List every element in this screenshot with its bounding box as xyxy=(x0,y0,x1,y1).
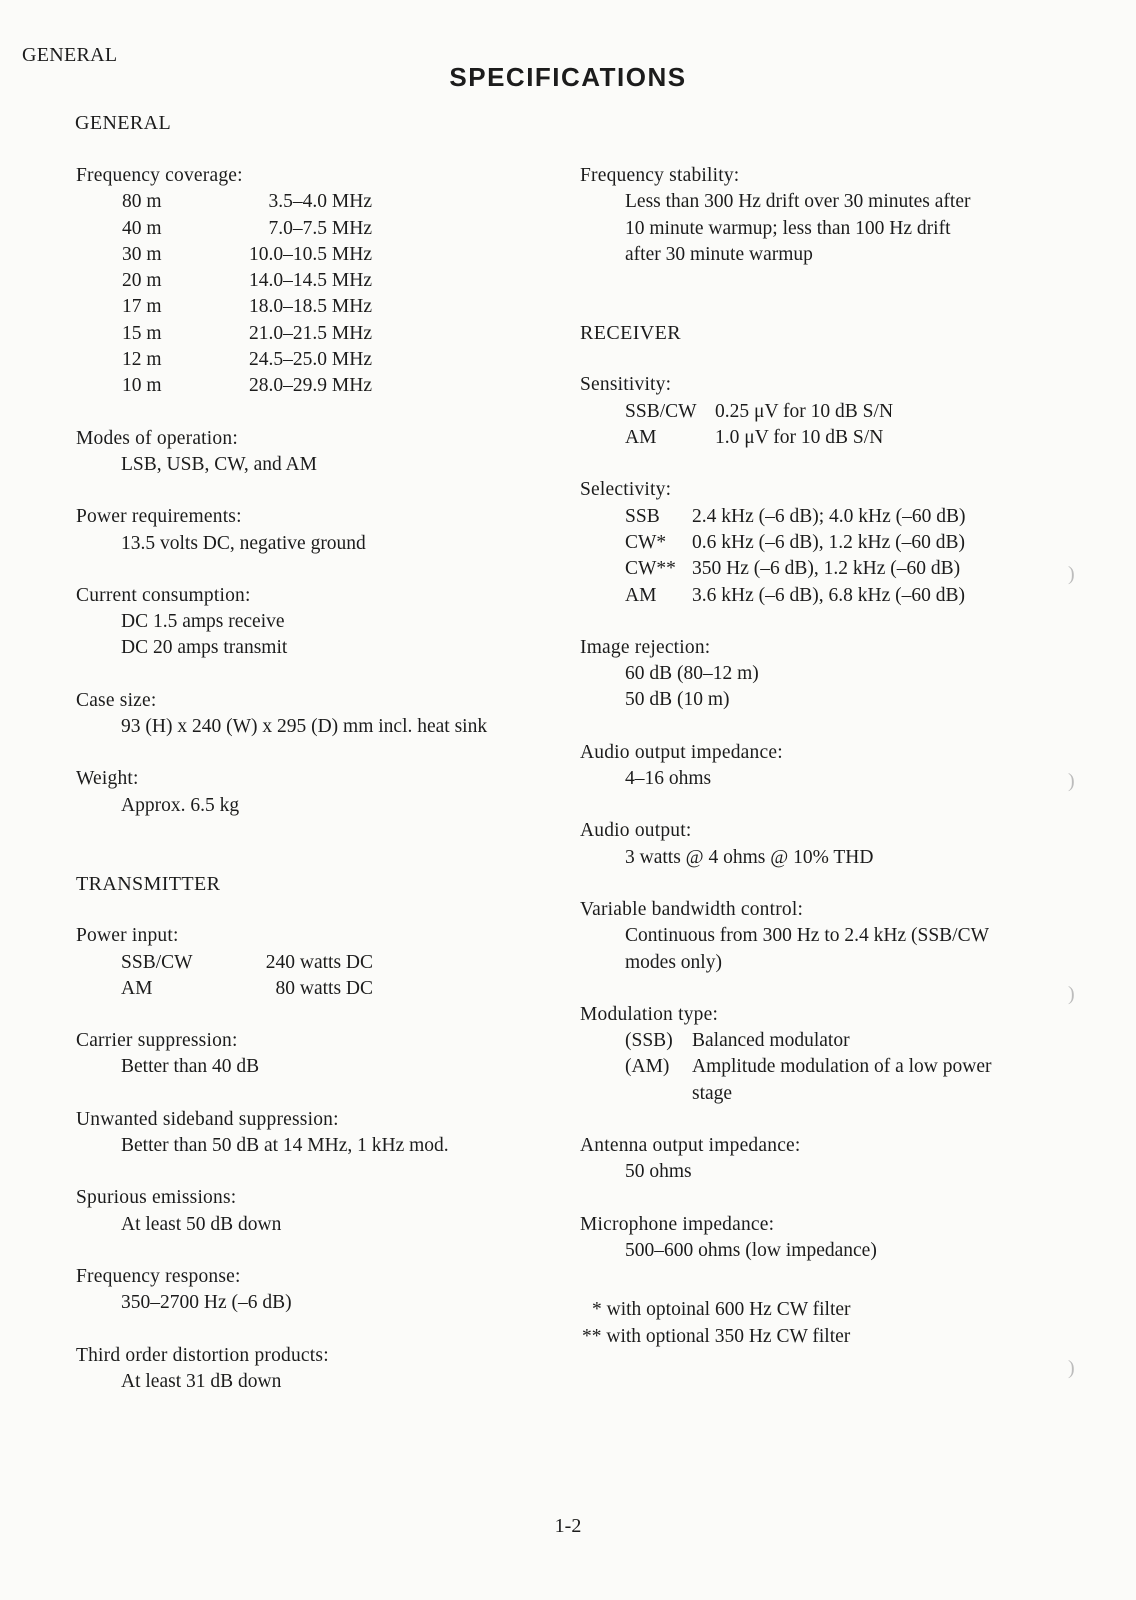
frequency-coverage-table xyxy=(122,189,372,399)
audio-output-label: Audio output: xyxy=(580,820,692,842)
carrier-suppression-value: Better than 40 dB xyxy=(121,1056,260,1078)
frequency-response-label: Frequency response: xyxy=(76,1265,241,1287)
selectivity-table xyxy=(625,504,966,609)
selectivity-mode: AM xyxy=(625,584,657,606)
audio-impedance-value: 4–16 ohms xyxy=(625,768,712,790)
frequency-band-row xyxy=(122,242,372,268)
antenna-impedance-value: 50 ohms xyxy=(625,1161,692,1183)
frequency-band-row xyxy=(122,216,372,242)
frequency-response-value: 350–2700 Hz (–6 dB) xyxy=(121,1292,292,1314)
frequency-band-row xyxy=(122,321,372,347)
sensitivity-label: Sensitivity: xyxy=(580,374,672,396)
mic-impedance-label: Microphone impedance: xyxy=(580,1213,775,1235)
frequency-stability-line: after 30 minute warmup xyxy=(625,243,813,265)
band-range: 3.5–4.0 MHz xyxy=(268,191,372,213)
weight-label: Weight: xyxy=(76,768,139,790)
band-name: 20 m xyxy=(122,270,162,292)
power-input-value: 80 watts DC xyxy=(275,977,373,999)
modulation-row xyxy=(625,1081,992,1107)
band-name: 40 m xyxy=(122,217,162,239)
band-name: 30 m xyxy=(122,243,162,265)
general-heading: GENERAL xyxy=(75,112,172,134)
modulation-label: Modulation type: xyxy=(580,1003,719,1025)
third-order-value: At least 31 dB down xyxy=(121,1370,282,1392)
image-rejection-value: 50 dB (10 m) xyxy=(625,689,730,711)
footnotes xyxy=(580,1297,1050,1350)
weight-value: Approx. 6.5 kg xyxy=(121,794,240,816)
modes-label: Modes of operation: xyxy=(76,427,238,449)
footnote: * with optoinal 600 Hz CW filter xyxy=(592,1299,851,1321)
right-column xyxy=(580,163,1050,1350)
vbw-line: modes only) xyxy=(625,951,722,973)
modulation-row xyxy=(625,1028,992,1054)
spurious-label: Spurious emissions: xyxy=(76,1187,237,1209)
unwanted-sideband-value: Better than 50 dB at 14 MHz, 1 kHz mod. xyxy=(121,1135,449,1157)
power-input-mode: SSB/CW xyxy=(121,951,193,973)
modulation-table xyxy=(625,1028,992,1107)
audio-output-value: 3 watts @ 4 ohms @ 10% THD xyxy=(625,846,874,868)
band-range: 21.0–21.5 MHz xyxy=(249,322,372,344)
band-range: 7.0–7.5 MHz xyxy=(268,217,372,239)
current-transmit: DC 20 amps transmit xyxy=(121,637,288,659)
band-range: 28.0–29.9 MHz xyxy=(249,375,372,397)
selectivity-row xyxy=(625,556,966,582)
receiver-heading: RECEIVER xyxy=(580,322,681,345)
frequency-coverage-label: Frequency coverage: xyxy=(76,165,243,186)
band-name: 80 m xyxy=(122,191,162,213)
modulation-value: stage xyxy=(692,1082,733,1104)
frequency-band-row xyxy=(122,373,372,399)
sensitivity-mode: SSB/CW xyxy=(625,400,697,422)
sensitivity-row xyxy=(625,425,893,451)
power-input-row xyxy=(121,976,373,1002)
band-range: 18.0–18.5 MHz xyxy=(249,296,372,318)
selectivity-value: 0.6 kHz (–6 dB), 1.2 kHz (–60 dB) xyxy=(692,531,965,553)
selectivity-value: 350 Hz (–6 dB), 1.2 kHz (–60 dB) xyxy=(692,558,961,580)
frequency-stability-label: Frequency stability: xyxy=(580,165,740,186)
modulation-mode: (SSB) xyxy=(625,1030,673,1052)
carrier-suppression-label: Carrier suppression: xyxy=(76,1030,238,1052)
frequency-band-row xyxy=(122,347,372,373)
power-input-row xyxy=(121,950,373,976)
page-number: 1-2 xyxy=(554,1515,582,1537)
power-requirements-label: Power requirements: xyxy=(76,506,242,528)
band-name: 17 m xyxy=(122,296,162,318)
band-range: 24.5–25.0 MHz xyxy=(249,349,372,371)
power-input-value: 240 watts DC xyxy=(265,951,373,973)
page-title: SPECIFICATIONS xyxy=(449,62,687,92)
vbw-label: Variable bandwidth control: xyxy=(580,898,804,920)
sensitivity-value: 1.0 μV for 10 dB S/N xyxy=(715,427,884,449)
modulation-value: Amplitude modulation of a low power xyxy=(692,1056,992,1078)
sensitivity-mode: AM xyxy=(625,427,657,449)
binder-mark: ) xyxy=(1068,983,1075,1005)
sensitivity-row xyxy=(625,399,893,425)
band-range: 10.0–10.5 MHz xyxy=(249,243,372,265)
antenna-impedance-label: Antenna output impedance: xyxy=(580,1135,801,1157)
frequency-band-row xyxy=(122,268,372,294)
selectivity-value: 2.4 kHz (–6 dB); 4.0 kHz (–60 dB) xyxy=(692,505,966,527)
current-consumption-label: Current consumption: xyxy=(76,584,251,606)
section-tag: GENERAL xyxy=(22,44,118,66)
binder-mark: ) xyxy=(1068,770,1075,792)
sensitivity-table xyxy=(625,399,893,452)
binder-mark: ) xyxy=(1068,1357,1075,1379)
band-range: 14.0–14.5 MHz xyxy=(249,270,372,292)
selectivity-value: 3.6 kHz (–6 dB), 6.8 kHz (–60 dB) xyxy=(692,584,965,606)
unwanted-sideband-label: Unwanted sideband suppression: xyxy=(76,1108,339,1130)
spurious-value: At least 50 dB down xyxy=(121,1213,282,1235)
frequency-band-row xyxy=(122,294,372,320)
frequency-stability-line: 10 minute warmup; less than 100 Hz drift xyxy=(625,217,951,239)
modulation-row xyxy=(625,1054,992,1080)
selectivity-label: Selectivity: xyxy=(580,479,672,501)
selectivity-row xyxy=(625,504,966,530)
frequency-band-row xyxy=(122,189,372,215)
case-size-value: 93 (H) x 240 (W) x 295 (D) mm incl. heat sink xyxy=(121,716,488,738)
power-input-mode: AM xyxy=(121,977,153,999)
selectivity-mode: CW* xyxy=(625,531,667,553)
power-input-table xyxy=(121,950,373,1003)
modes-value: LSB, USB, CW, and AM xyxy=(121,453,317,475)
band-name: 15 m xyxy=(122,322,162,344)
selectivity-mode: CW** xyxy=(625,558,676,580)
modulation-mode: (AM) xyxy=(625,1056,670,1078)
selectivity-row xyxy=(625,530,966,556)
power-input-label: Power input: xyxy=(76,925,179,947)
footnote: ** with optional 350 Hz CW filter xyxy=(582,1325,851,1347)
image-rejection-label: Image rejection: xyxy=(580,636,711,658)
sensitivity-value: 0.25 μV for 10 dB S/N xyxy=(715,400,894,422)
binder-mark: ) xyxy=(1068,563,1075,585)
audio-impedance-label: Audio output impedance: xyxy=(580,741,783,763)
transmitter-heading: TRANSMITTER xyxy=(76,872,221,895)
frequency-stability-line: Less than 300 Hz drift over 30 minutes after xyxy=(625,191,971,213)
power-requirements-value: 13.5 volts DC, negative ground xyxy=(121,532,366,554)
modulation-value: Balanced modulator xyxy=(692,1030,850,1052)
vbw-line: Continuous from 300 Hz to 2.4 kHz (SSB/CW xyxy=(625,925,989,947)
band-name: 10 m xyxy=(122,375,162,397)
band-name: 12 m xyxy=(122,349,162,371)
mic-impedance-value: 500–600 ohms (low impedance) xyxy=(625,1239,877,1261)
left-column xyxy=(76,163,566,1395)
case-size-label: Case size: xyxy=(76,689,157,711)
selectivity-mode: SSB xyxy=(625,505,660,527)
third-order-label: Third order distortion products: xyxy=(76,1344,329,1366)
image-rejection-value: 60 dB (80–12 m) xyxy=(625,663,759,685)
selectivity-row xyxy=(625,583,966,609)
current-receive: DC 1.5 amps receive xyxy=(121,611,285,633)
